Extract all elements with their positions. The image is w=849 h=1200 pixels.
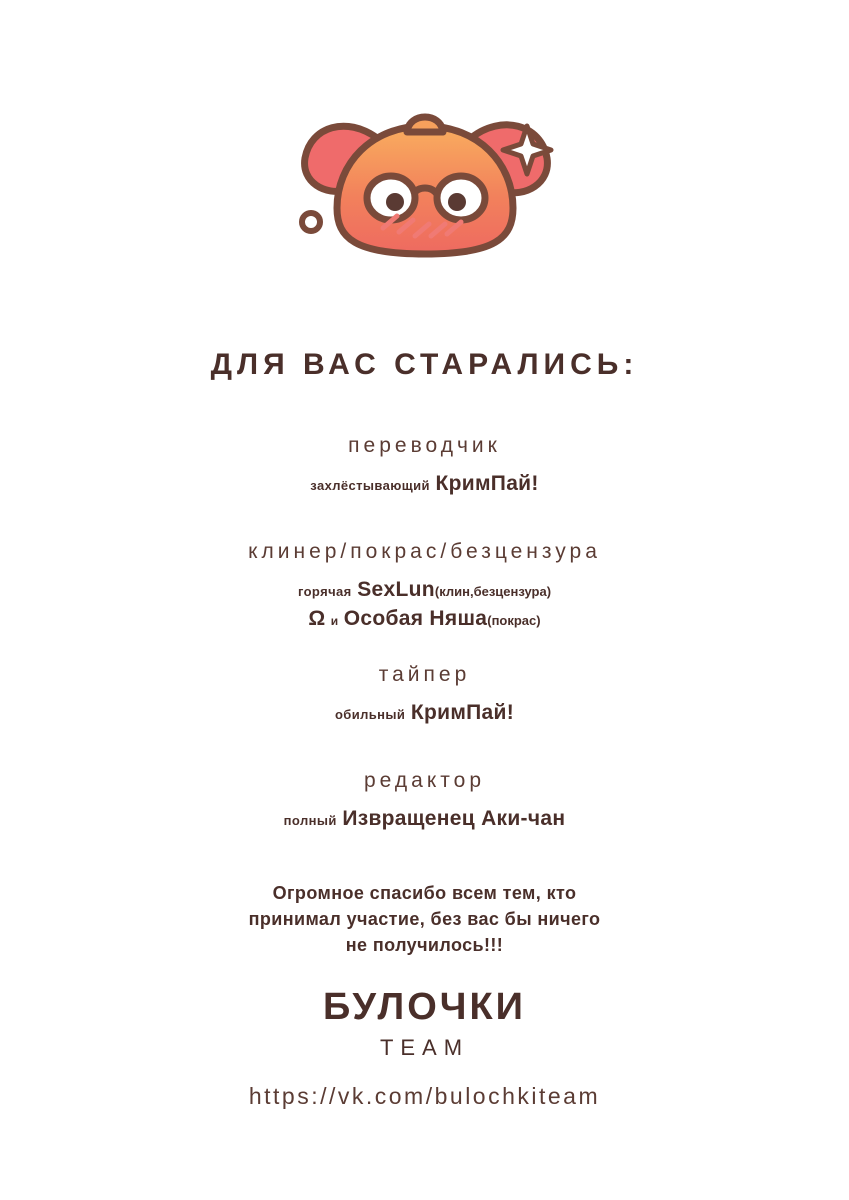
- credit-line: [0, 699, 849, 727]
- role-block-translator: [0, 434, 849, 498]
- thanks-message: [249, 880, 601, 958]
- credit-name: SexLun: [357, 578, 435, 602]
- credit-line: [0, 605, 849, 633]
- role-title: тайпер: [378, 663, 471, 687]
- credit-name: Извращенец Аки-чан: [342, 807, 566, 831]
- role-names: [0, 470, 849, 498]
- credit-name: КримПай!: [435, 472, 539, 495]
- credit-adjective: горячая: [297, 584, 352, 600]
- role-block-cleaner: [0, 540, 849, 633]
- credit-adjective: полный: [283, 813, 337, 829]
- credit-adjective: обильный: [334, 707, 406, 723]
- page-title: ДЛЯ ВАС СТАРАЛИСЬ:: [210, 348, 639, 381]
- credit-name: КримПай!: [410, 701, 515, 725]
- bunny-logo: [265, 86, 585, 276]
- thanks-line: не получилось!!!: [345, 934, 504, 955]
- roles-list: [0, 434, 849, 834]
- team-word: TEAM: [379, 1035, 470, 1060]
- role-title: клинер/покрас/безцензура: [248, 540, 601, 564]
- role-title: редактор: [364, 769, 485, 793]
- thanks-line: принимал участие, без вас бы ничего: [248, 908, 601, 929]
- credit-line: [0, 576, 849, 604]
- credit-adjective: захлёстывающий: [310, 478, 430, 493]
- role-block-editor: [0, 769, 849, 833]
- credit-line: [0, 470, 849, 498]
- role-names: [0, 576, 849, 633]
- role-names: [0, 699, 849, 727]
- credit-conjunction: и: [330, 613, 339, 628]
- team-link[interactable]: https://vk.com/bulochkiteam: [248, 1083, 601, 1109]
- role-title: переводчик: [348, 434, 501, 457]
- thanks-line: Огромное спасибо всем тем, кто: [272, 882, 577, 903]
- credit-note: (покрас): [487, 612, 541, 628]
- role-block-typesetter: [0, 663, 849, 727]
- credit-note: (клин,безцензура): [434, 584, 552, 600]
- role-names: [0, 805, 849, 833]
- credit-name: Особая Няша: [343, 606, 488, 630]
- bunny-logo-icon: [275, 86, 575, 276]
- credit-prefix: Ω: [308, 606, 326, 630]
- credit-line: [0, 805, 849, 833]
- team-name: БУЛОЧКИ: [323, 986, 526, 1028]
